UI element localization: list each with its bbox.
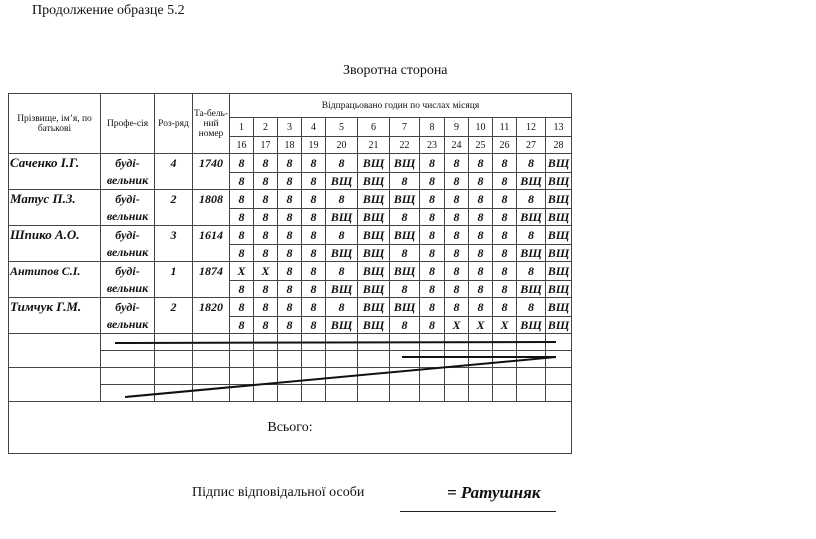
day-cell: 17 (254, 137, 278, 154)
hours-cell: ВЩ (546, 245, 572, 262)
hours-cell: 8 (230, 245, 254, 262)
hours-cell: 8 (420, 173, 445, 190)
hours-cell: 8 (278, 298, 302, 317)
hours-cell: 8 (254, 226, 278, 245)
employee-name: Саченко І.Г. (9, 154, 101, 173)
employee-grade: 1 (155, 262, 193, 281)
employee-profession: вельник (101, 245, 155, 262)
hours-cell: 8 (445, 154, 469, 173)
hours-cell: ВЩ (326, 281, 358, 298)
employee-grade: 2 (155, 190, 193, 209)
day-cell: 7 (390, 118, 420, 137)
hours-cell: 8 (517, 226, 546, 245)
hours-cell: ВЩ (517, 173, 546, 190)
hours-cell: ВЩ (326, 317, 358, 334)
hours-cell: 8 (469, 209, 493, 226)
hours-cell: ВЩ (326, 245, 358, 262)
hours-cell: 8 (420, 281, 445, 298)
day-cell: 1 (230, 118, 254, 137)
day-cell: 20 (326, 137, 358, 154)
signature-value: = Ратушняк (447, 483, 541, 502)
hours-cell: ВЩ (517, 245, 546, 262)
hours-cell: ВЩ (358, 190, 390, 209)
hours-cell: ВЩ (546, 298, 572, 317)
hours-cell: 8 (469, 245, 493, 262)
hours-cell: 8 (278, 154, 302, 173)
hours-cell: 8 (254, 209, 278, 226)
form-title: Зворотна сторона (343, 63, 448, 78)
hours-cell: 8 (420, 262, 445, 281)
hours-cell: 8 (278, 226, 302, 245)
day-cell: 26 (493, 137, 517, 154)
day-cell: 19 (302, 137, 326, 154)
header-profession: Профе-сія (101, 94, 155, 154)
hours-cell: 8 (230, 173, 254, 190)
hours-cell: 8 (302, 281, 326, 298)
employee-profession: буді- (101, 262, 155, 281)
day-cell: 21 (358, 137, 390, 154)
hours-cell: 8 (517, 154, 546, 173)
hours-cell: 8 (326, 226, 358, 245)
employee-tab-number: 1874 (193, 262, 230, 281)
day-cell: 18 (278, 137, 302, 154)
hours-cell: 8 (254, 173, 278, 190)
hours-cell: 8 (445, 190, 469, 209)
employee-profession: буді- (101, 154, 155, 173)
hours-cell: 8 (469, 154, 493, 173)
hours-cell: ВЩ (546, 173, 572, 190)
hours-cell: 8 (469, 226, 493, 245)
hours-cell: ВЩ (517, 281, 546, 298)
hours-cell: 8 (445, 209, 469, 226)
hours-cell: 8 (390, 281, 420, 298)
day-cell: 11 (493, 118, 517, 137)
employee-name: Тимчук Г.М. (9, 298, 101, 317)
hours-cell: 8 (445, 262, 469, 281)
header-grade: Роз-ряд (155, 94, 193, 154)
header-name: Прізвище, ім’я, по батькові (9, 94, 101, 154)
day-cell: 22 (390, 137, 420, 154)
hours-cell: 8 (326, 154, 358, 173)
hours-cell: 8 (469, 173, 493, 190)
hours-cell: Х (230, 262, 254, 281)
day-cell: 13 (546, 118, 572, 137)
hours-cell: ВЩ (358, 173, 390, 190)
hours-cell: Х (445, 317, 469, 334)
hours-cell: ВЩ (326, 173, 358, 190)
hours-cell: ВЩ (358, 262, 390, 281)
hours-cell: 8 (469, 190, 493, 209)
hours-cell: ВЩ (546, 209, 572, 226)
hours-cell: 8 (302, 226, 326, 245)
day-cell: 5 (326, 118, 358, 137)
hours-cell: 8 (420, 298, 445, 317)
hours-cell: ВЩ (546, 262, 572, 281)
employee-tab-number: 1808 (193, 190, 230, 209)
hours-cell: ВЩ (546, 190, 572, 209)
strike-line (115, 342, 556, 343)
employee-profession: буді- (101, 226, 155, 245)
hours-cell: ВЩ (390, 190, 420, 209)
hours-cell: 8 (254, 245, 278, 262)
hours-cell: 8 (254, 154, 278, 173)
hours-cell: 8 (254, 317, 278, 334)
hours-cell: ВЩ (390, 298, 420, 317)
hours-cell: 8 (302, 154, 326, 173)
hours-cell: 8 (278, 281, 302, 298)
day-cell: 12 (517, 118, 546, 137)
employee-profession: вельник (101, 281, 155, 298)
hours-cell: 8 (493, 173, 517, 190)
employee-profession: буді- (101, 190, 155, 209)
hours-cell: 8 (445, 245, 469, 262)
hours-cell: 8 (517, 298, 546, 317)
day-cell: 6 (358, 118, 390, 137)
hours-cell: 8 (326, 262, 358, 281)
hours-cell: 8 (278, 262, 302, 281)
hours-cell: ВЩ (546, 317, 572, 334)
signature-line (400, 511, 556, 512)
hours-cell: 8 (517, 262, 546, 281)
hours-cell: 8 (493, 262, 517, 281)
hours-cell: 8 (420, 226, 445, 245)
hours-cell: 8 (230, 298, 254, 317)
day-cell: 3 (278, 118, 302, 137)
day-cell: 25 (469, 137, 493, 154)
hours-cell: 8 (420, 245, 445, 262)
hours-cell: 8 (302, 245, 326, 262)
header-tab-number: Та-бель-ний номер (193, 94, 230, 154)
hours-cell: 8 (230, 154, 254, 173)
hours-cell: ВЩ (390, 226, 420, 245)
hours-cell: 8 (469, 281, 493, 298)
hours-cell: 8 (445, 226, 469, 245)
day-cell: 4 (302, 118, 326, 137)
hours-cell: 8 (278, 190, 302, 209)
hours-cell: 8 (278, 245, 302, 262)
hours-cell: ВЩ (358, 209, 390, 226)
day-cell: 27 (517, 137, 546, 154)
hours-cell: 8 (302, 317, 326, 334)
hours-cell: ВЩ (390, 262, 420, 281)
hours-cell: 8 (493, 154, 517, 173)
hours-cell: Х (254, 262, 278, 281)
hours-cell: 8 (517, 190, 546, 209)
strike-line (125, 357, 556, 397)
total-label: Всього: (267, 419, 313, 435)
hours-cell: 8 (278, 173, 302, 190)
hours-cell: ВЩ (546, 281, 572, 298)
day-cell: 9 (445, 118, 469, 137)
hours-cell: 8 (390, 245, 420, 262)
hours-cell: Х (469, 317, 493, 334)
employee-tab-number: 1820 (193, 298, 230, 317)
employee-grade: 3 (155, 226, 193, 245)
employee-name: Матус П.З. (9, 190, 101, 209)
employee-grade: 4 (155, 154, 193, 173)
hours-cell: 8 (390, 173, 420, 190)
hours-cell: 8 (302, 173, 326, 190)
hours-cell: 8 (493, 245, 517, 262)
hours-cell: ВЩ (546, 154, 572, 173)
day-cell: 2 (254, 118, 278, 137)
day-cell: 16 (230, 137, 254, 154)
employee-name: Шпико А.О. (9, 226, 101, 245)
hours-cell: 8 (390, 209, 420, 226)
hours-cell: 8 (278, 317, 302, 334)
hours-cell: Х (493, 317, 517, 334)
hours-cell: 8 (302, 262, 326, 281)
hours-cell: 8 (420, 317, 445, 334)
employee-tab-number: 1740 (193, 154, 230, 173)
employee-profession: вельник (101, 209, 155, 226)
hours-cell: 8 (493, 281, 517, 298)
employee-name: Антипов С.І. (9, 262, 101, 281)
hours-cell: 8 (302, 298, 326, 317)
hours-cell: 8 (302, 209, 326, 226)
hours-cell: ВЩ (546, 226, 572, 245)
hours-cell: ВЩ (326, 209, 358, 226)
hours-cell: 8 (230, 209, 254, 226)
hours-cell: 8 (326, 190, 358, 209)
hours-cell: 8 (254, 298, 278, 317)
page-caption: Продолжение образце 5.2 (32, 3, 185, 18)
hours-cell: 8 (445, 298, 469, 317)
day-cell: 23 (420, 137, 445, 154)
day-cell: 10 (469, 118, 493, 137)
hours-cell: ВЩ (358, 317, 390, 334)
employee-tab-number: 1614 (193, 226, 230, 245)
hours-cell: ВЩ (358, 245, 390, 262)
hours-cell: 8 (445, 281, 469, 298)
hours-cell: 8 (230, 226, 254, 245)
hours-cell: 8 (493, 190, 517, 209)
hours-cell: ВЩ (358, 298, 390, 317)
hours-cell: 8 (230, 281, 254, 298)
hours-cell: 8 (230, 317, 254, 334)
hours-cell: 8 (326, 298, 358, 317)
signature-label: Підпис відповідальної особи (192, 485, 365, 500)
hours-cell: 8 (493, 226, 517, 245)
hours-cell: ВЩ (517, 317, 546, 334)
hours-cell: ВЩ (358, 281, 390, 298)
hours-cell: 8 (469, 298, 493, 317)
hours-cell: ВЩ (517, 209, 546, 226)
hours-cell: 8 (278, 209, 302, 226)
hours-cell: 8 (254, 281, 278, 298)
hours-cell: 8 (302, 190, 326, 209)
hours-cell: ВЩ (358, 226, 390, 245)
day-cell: 24 (445, 137, 469, 154)
employee-profession: буді- (101, 298, 155, 317)
hours-cell: 8 (420, 154, 445, 173)
hours-cell: 8 (493, 298, 517, 317)
day-cell: 28 (546, 137, 572, 154)
hours-cell: 8 (469, 262, 493, 281)
hours-cell: ВЩ (358, 154, 390, 173)
hours-cell: 8 (445, 173, 469, 190)
employee-grade: 2 (155, 298, 193, 317)
hours-cell: 8 (420, 209, 445, 226)
hours-cell: ВЩ (390, 154, 420, 173)
hours-cell: 8 (390, 317, 420, 334)
header-hours: Відпрацьовано годин по числах місяця (230, 94, 572, 118)
day-cell: 8 (420, 118, 445, 137)
employee-profession: вельник (101, 317, 155, 334)
hours-cell: 8 (254, 190, 278, 209)
hours-cell: 8 (230, 190, 254, 209)
employee-profession: вельник (101, 173, 155, 190)
hours-cell: 8 (493, 209, 517, 226)
hours-cell: 8 (420, 190, 445, 209)
